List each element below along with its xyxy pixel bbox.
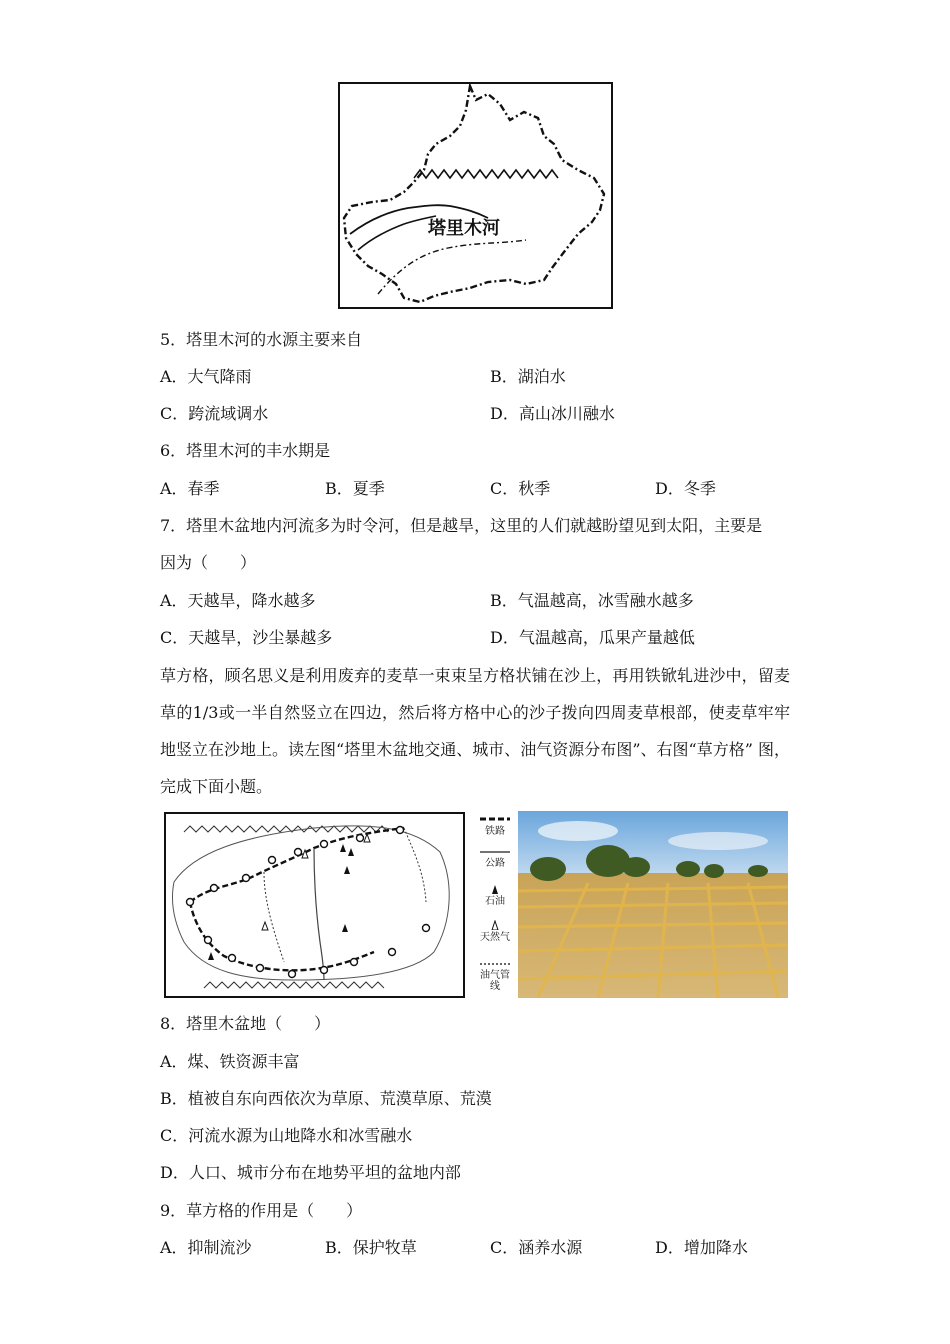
city-marker (351, 959, 358, 966)
city-marker (229, 955, 236, 962)
q7-option-b[interactable]: B．气温越高，冰雪融水越多 (490, 591, 694, 610)
city-marker (289, 971, 296, 978)
legend-highway-symbol (480, 850, 510, 854)
q8-stem: 8．塔里木盆地（ ） (160, 1014, 331, 1033)
q6-option-d[interactable]: D．冬季 (655, 479, 716, 498)
q8-option-a[interactable]: A．煤、铁资源丰富 (160, 1052, 300, 1071)
tarim-river-label: 塔里木河 (428, 218, 500, 239)
city-marker (257, 965, 264, 972)
city-marker (205, 937, 212, 944)
city-marker (187, 899, 194, 906)
city-marker (295, 849, 302, 856)
q5-option-c[interactable]: C．跨流域调水 (160, 404, 269, 423)
reading-passage: 草方格，顾名思义是利用废弃的麦草一束束呈方格状铺在沙上，再用铁锨轧进沙中，留麦草的1/3或一半自然竖立在四边，然后将方格中心的沙子拨向四周麦草根部，使麦草牢牢地竖立在沙地上。读左图“塔里木盆地交通、城市、油气资源分布图”、右图“草方格” 图，完成下面小题。 (160, 666, 790, 796)
straw-checkerboard-photo (518, 811, 788, 998)
q6-stem: 6．塔里木河的丰水期是 (160, 441, 331, 460)
legend-railway-label: 铁路 (485, 826, 505, 837)
q5-option-d[interactable]: D．高山冰川融水 (490, 404, 615, 423)
city-marker (321, 841, 328, 848)
q7-stem-line1: 7．塔里木盆地内河流多为时令河，但是越旱，这里的人们就越盼望见到太阳，主要是 (160, 516, 763, 535)
legend-railway-symbol (480, 816, 510, 822)
q7-option-c[interactable]: C．天越旱，沙尘暴越多 (160, 628, 333, 647)
city-marker (389, 949, 396, 956)
q6-option-c[interactable]: C．秋季 (490, 479, 551, 498)
city-marker (269, 857, 276, 864)
city-marker (397, 827, 404, 834)
q6-option-a[interactable]: A．春季 (160, 479, 220, 498)
legend-pipeline-symbol (480, 962, 510, 966)
q5-stem: 5．塔里木河的水源主要来自 (160, 330, 363, 349)
legend-oil-symbol (491, 884, 499, 894)
q9-option-d[interactable]: D．增加降水 (655, 1238, 748, 1257)
city-marker (243, 875, 250, 882)
q9-option-b[interactable]: B．保护牧草 (325, 1238, 417, 1257)
q7-option-d[interactable]: D．气温越高，瓜果产量越低 (490, 628, 695, 647)
city-marker (357, 835, 364, 842)
q7-option-a[interactable]: A．天越旱，降水越多 (160, 591, 316, 610)
q8-option-c[interactable]: C．河流水源为山地降水和冰雪融水 (160, 1126, 413, 1145)
city-marker (211, 885, 218, 892)
xinjiang-map-figure (338, 82, 614, 310)
city-marker (423, 925, 430, 932)
cloud (538, 821, 618, 841)
map-legend (478, 814, 512, 998)
q5-option-b[interactable]: B．湖泊水 (490, 367, 566, 386)
cloud (668, 832, 768, 850)
q8-option-b[interactable]: B．植被自东向西依次为草原、荒漠草原、荒漠 (160, 1089, 492, 1108)
q8-option-d[interactable]: D．人口、城市分布在地势平坦的盆地内部 (160, 1163, 461, 1182)
tarim-basin-transport-map (164, 812, 466, 998)
q7-stem-line2: 因为（ ） (160, 553, 257, 572)
q9-stem: 9．草方格的作用是（ ） (160, 1201, 363, 1220)
legend-gas-label: 天然气 (480, 932, 510, 943)
q5-option-a[interactable]: A．大气降雨 (160, 367, 252, 386)
q9-option-c[interactable]: C．涵养水源 (490, 1238, 583, 1257)
legend-oil-label: 石油 (485, 896, 505, 907)
q6-option-b[interactable]: B．夏季 (325, 479, 385, 498)
legend-gas-symbol (491, 920, 499, 930)
legend-highway-label: 公路 (485, 858, 505, 869)
q9-option-a[interactable]: A．抑制流沙 (160, 1238, 252, 1257)
city-marker (321, 967, 328, 974)
map-frame (339, 83, 612, 308)
legend-pipeline-label: 油气管线 (480, 970, 510, 992)
